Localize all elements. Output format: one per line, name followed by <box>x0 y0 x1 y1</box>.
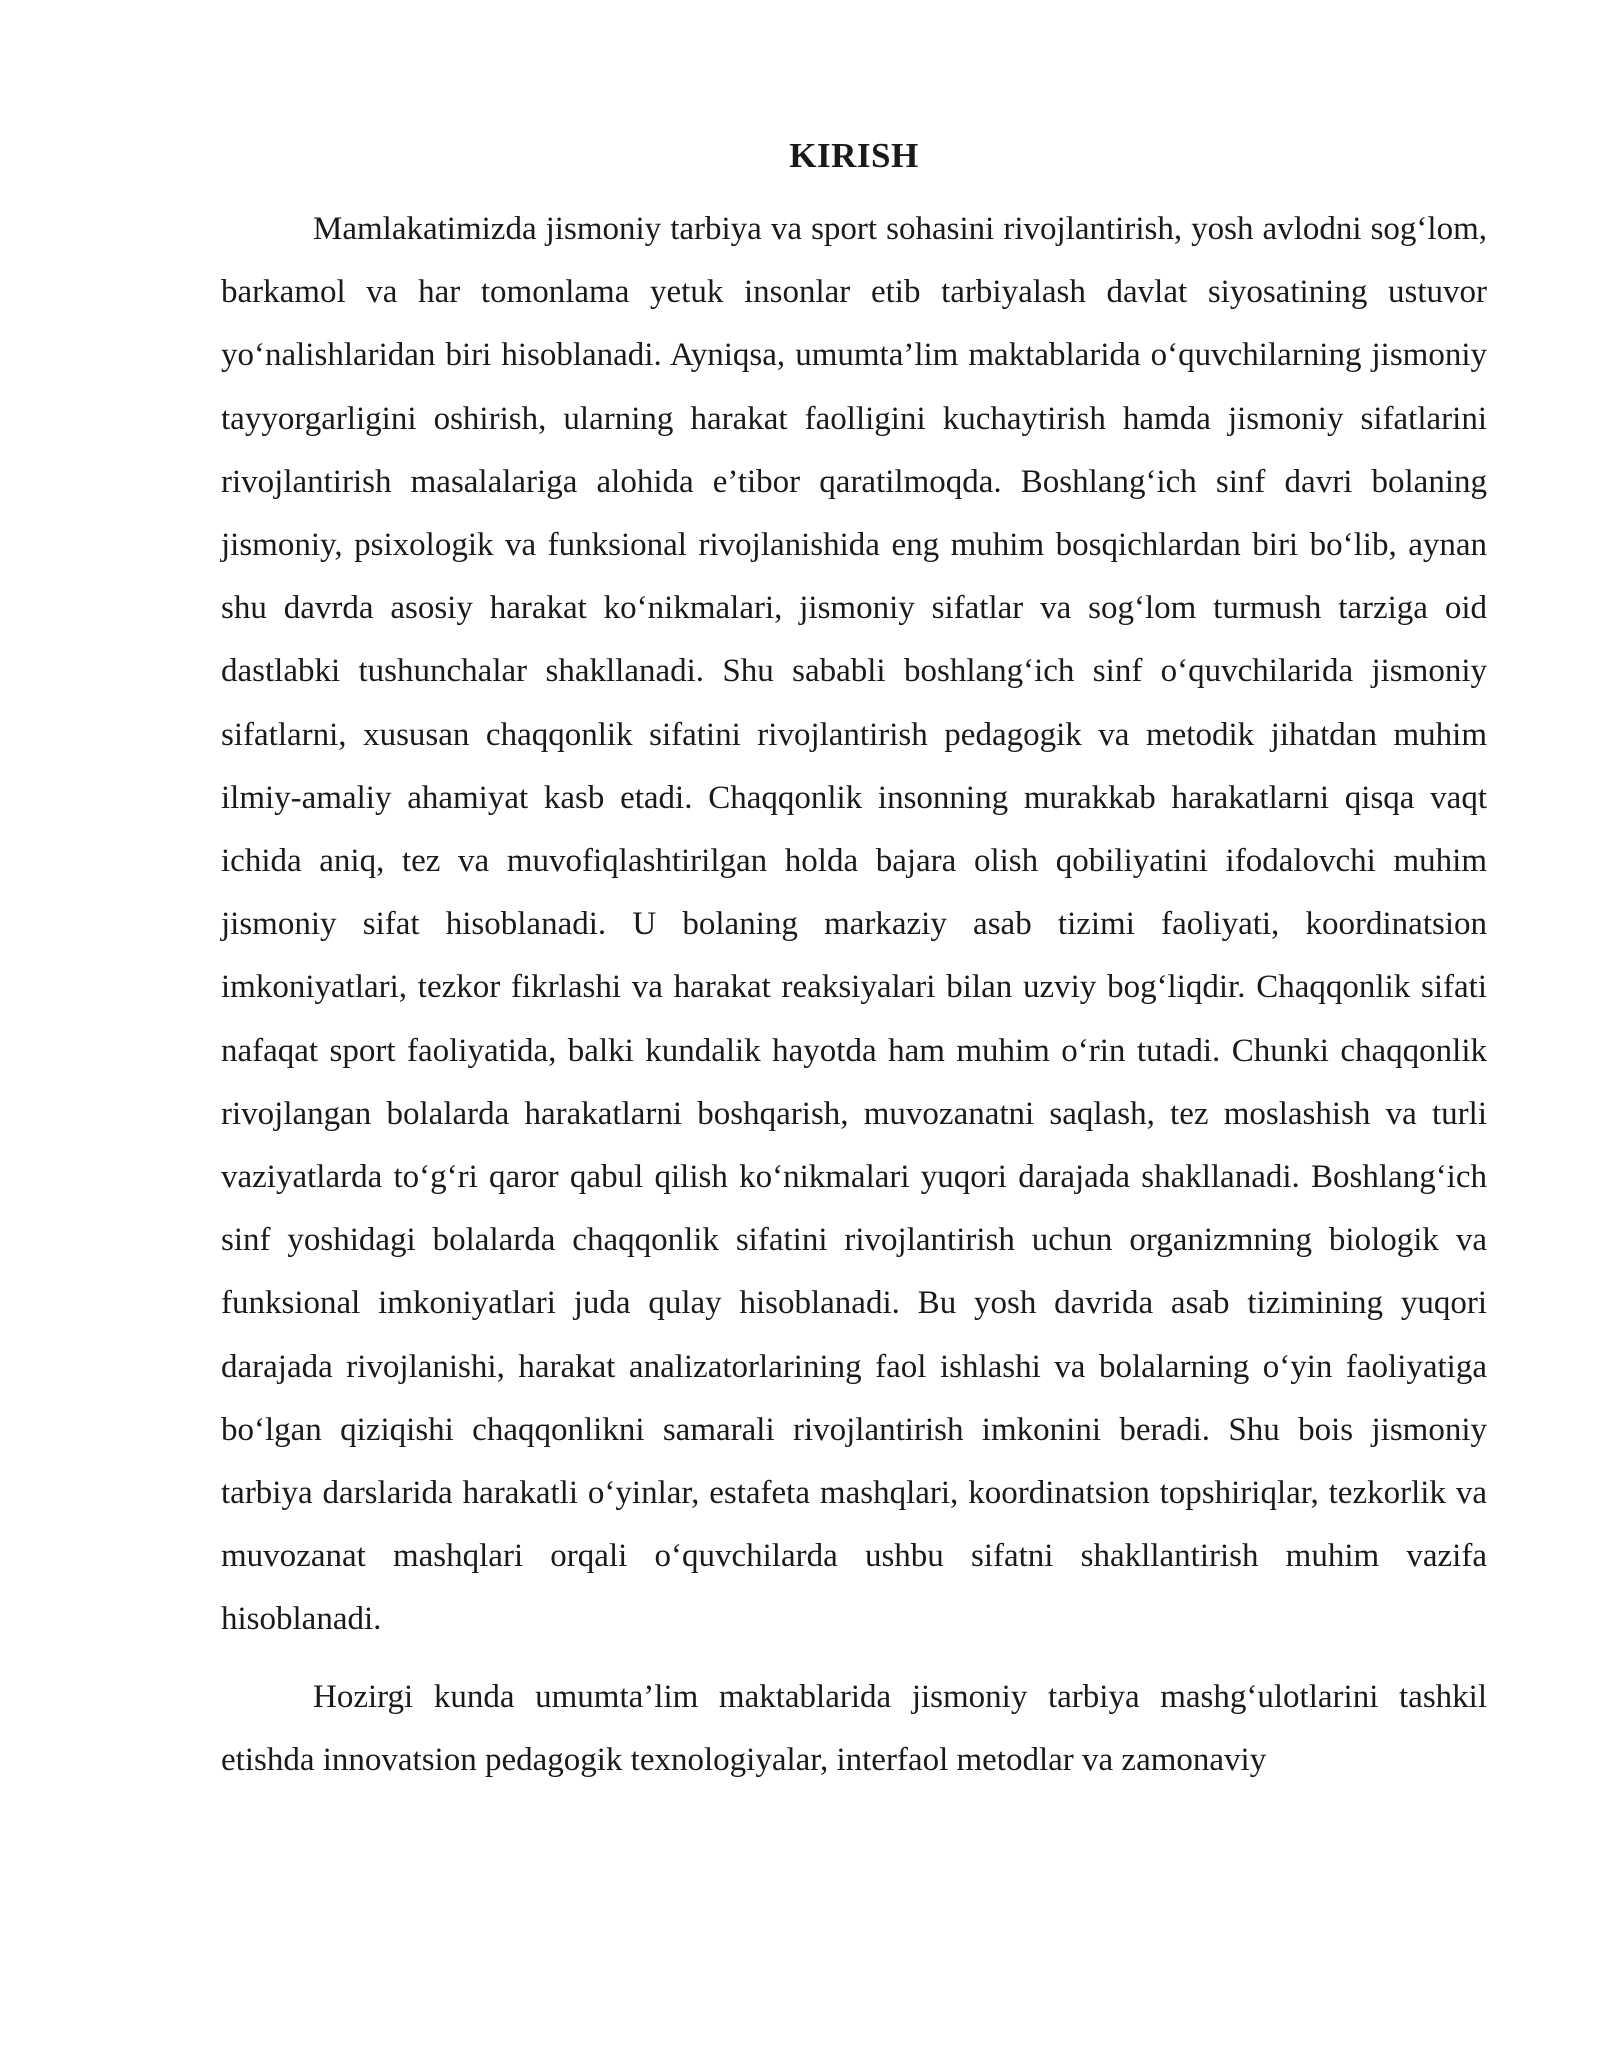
document-body <box>221 130 1487 1806</box>
section-title: KIRISH <box>789 136 919 175</box>
paragraph-2: Hozirgi kunda umumta’lim maktablarida jismoniy tarbiya mashg‘ulotlarini tashkil etishda innovatsion pedagogik texnologiyalar, interfaol metodlar va zamonaviy <box>221 1678 1487 1778</box>
paragraph-1: Mamlakatimizda jismoniy tarbiya va sport sohasini rivojlantirish, yosh avlodni sog‘lom, barkamol va har tomonlama yetuk insonlar etib tarbiyalash davlat siyosatining ustuvor yo‘nalishlaridan biri hisoblanadi. Ayniqsa, umumta’lim maktablarida o‘quvchilarning jismoniy tayyorgarligini oshirish, ularning harakat faolligini kuchaytirish hamda jismoniy sifatlarini rivojlantirish masalalariga alohida e’tibor qaratilmoqda. Boshlang‘ich sinf davri bolaning jismoniy, psixologik va funksional rivojlanishida eng muhim bosqichlardan biri bo‘lib, aynan shu davrda asosiy harakat ko‘nikmalari, jismoniy sifatlar va sog‘lom turmush tarziga oid dastlabki tushunchalar shakllanadi. Shu sababli boshlang‘ich sinf o‘quvchilarida jismoniy sifatlarni, xususan chaqqonlik sifatini rivojlantirish pedagogik va metodik jihatdan muhim ilmiy-amaliy ahamiyat kasb etadi. Chaqqonlik insonning murakkab harakatlarni qisqa vaqt ichida aniq, tez va muvofiqlashtirilgan holda bajara olish qobiliyatini ifodalovchi muhim jismoniy sifat hisoblanadi. U bolaning markaziy asab tizimi faoliyati, koordinatsion imkoniyatlari, tezkor fikrlashi va harakat reaksiyalari bilan uzviy bog‘liqdir. Chaqqonlik sifati nafaqat sport faoliyatida, balki kundalik hayotda ham muhim o‘rin tutadi. Chunki chaqqonlik rivojlangan bolalarda harakatlarni boshqarish, muvozanatni saqlash, tez moslashish va turli vaziyatlarda to‘g‘ri qaror qabul qilish ko‘nikmalari yuqori darajada shakllanadi. Boshlang‘ich sinf yoshidagi bolalarda chaqqonlik sifatini rivojlantirish uchun organizmning biologik va funksional imkoniyatlari juda qulay hisoblanadi. Bu yosh davrida asab tizimining yuqori darajada rivojlanishi, harakat analizatorlarining faol ishlashi va bolalarning o‘yin faoliyatiga bo‘lgan qiziqishi chaqqonlikni samarali rivojlantirish imkonini beradi. Shu bois jismoniy tarbiya darslarida harakatli o‘yinlar, estafeta mashqlari, koordinatsion topshiriqlar, tezkorlik va muvozanat mashqlari orqali o‘quvchilarda ushbu sifatni shakllantirish muhim vazifa hisoblanadi. <box>221 211 1487 1638</box>
